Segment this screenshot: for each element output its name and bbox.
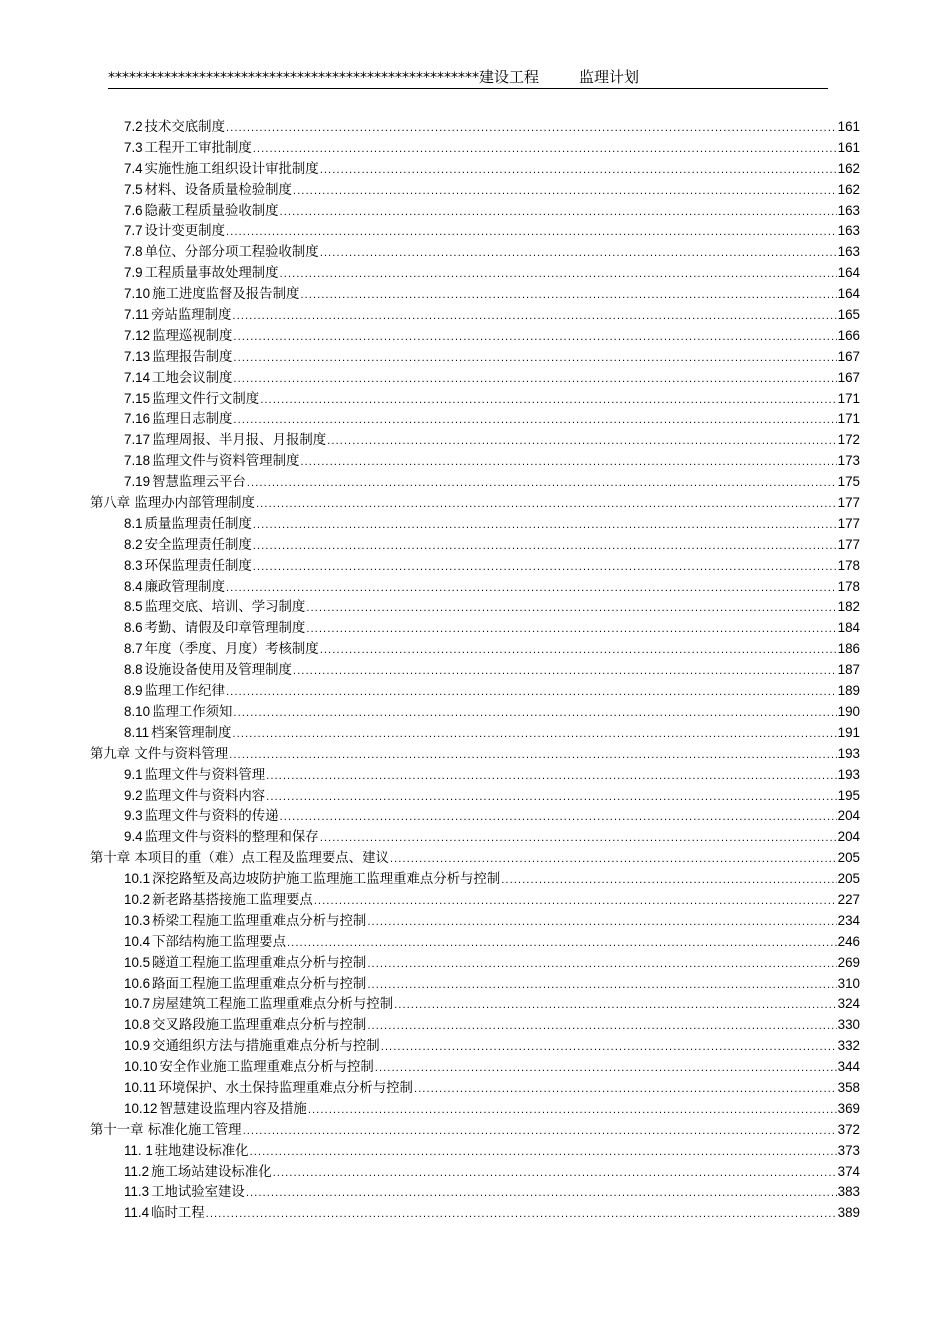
- toc-entry-number: 10.2: [124, 891, 151, 907]
- table-of-contents: [90, 117, 860, 1224]
- toc-entry-title: 隧道工程施工监理重难点分析与控制: [152, 955, 367, 971]
- toc-entry-number: 11.2: [124, 1163, 150, 1179]
- toc-dot-leader: [306, 620, 836, 641]
- toc-section-entry[interactable]: [90, 890, 860, 911]
- toc-dot-leader: [247, 474, 837, 495]
- toc-section-entry[interactable]: [90, 1182, 860, 1203]
- toc-entry-number: 8.8: [124, 662, 143, 678]
- toc-entry-title: 材料、设备质量检验制度: [144, 182, 292, 198]
- toc-entry-page-number: 184: [837, 620, 860, 636]
- toc-entry-page-number: 246: [837, 933, 860, 949]
- toc-entry-title: 工地会议制度: [152, 370, 233, 386]
- toc-section-entry[interactable]: [90, 535, 860, 556]
- toc-entry-page-number: 177: [837, 495, 860, 511]
- toc-entry-title: 监理文件行文制度: [152, 391, 260, 407]
- toc-entry-title: 施工进度监督及报告制度: [152, 287, 300, 303]
- toc-entry-title: 监理工作纪律: [144, 684, 225, 700]
- toc-entry-page-number: 189: [837, 683, 860, 699]
- toc-entry-title: 实施性施工组织设计审批制度: [144, 161, 319, 177]
- toc-entry-title: 隐蔽工程质量验收制度: [144, 203, 279, 219]
- toc-entry-number: 7.2: [124, 119, 143, 134]
- page-header: [108, 66, 828, 89]
- toc-section-entry[interactable]: [90, 305, 860, 326]
- toc-entry-title: 监理巡视制度: [152, 328, 233, 344]
- toc-entry-page-number: 164: [837, 265, 860, 281]
- toc-entry-title: 设计变更制度: [144, 224, 225, 240]
- toc-entry-number: 7.10: [124, 286, 151, 302]
- toc-entry-number: 10.7: [124, 996, 151, 1012]
- toc-entry-page-number: 187: [837, 662, 860, 678]
- toc-section-entry[interactable]: [90, 347, 860, 368]
- toc-entry-title: 监理文件与资料内容: [144, 788, 266, 804]
- toc-section-entry[interactable]: [90, 368, 860, 389]
- toc-section-entry[interactable]: [90, 472, 860, 493]
- toc-section-entry[interactable]: [90, 242, 860, 263]
- toc-section-entry[interactable]: [90, 409, 860, 430]
- toc-entry-number: 7.19: [124, 474, 151, 490]
- toc-entry-page-number: 330: [837, 1017, 860, 1033]
- toc-dot-leader: [233, 704, 836, 725]
- toc-section-entry[interactable]: [90, 1036, 860, 1057]
- toc-entry-number: 8.3: [124, 557, 143, 573]
- toc-dot-leader: [367, 913, 836, 934]
- toc-entry-number: 10.3: [124, 912, 151, 928]
- toc-entry-title: 交通组织方法与措施重难点分析与控制: [152, 1039, 380, 1055]
- toc-entry-title: 技术交底制度: [144, 120, 225, 135]
- toc-dot-leader: [226, 223, 837, 244]
- toc-dot-leader: [229, 746, 836, 767]
- toc-dot-leader: [414, 1080, 837, 1101]
- toc-entry-page-number: 373: [837, 1142, 860, 1158]
- toc-dot-leader: [320, 161, 837, 182]
- toc-section-entry[interactable]: [90, 326, 860, 347]
- toc-entry-title: 深挖路堑及高边坡防护施工监理施工监理重难点分析与控制: [152, 872, 501, 888]
- toc-section-entry[interactable]: [90, 430, 860, 451]
- toc-entry-page-number: 193: [837, 766, 860, 782]
- toc-section-entry[interactable]: [90, 117, 860, 138]
- toc-section-entry[interactable]: [90, 1141, 860, 1162]
- toc-entry-number: 7.13: [124, 348, 151, 364]
- toc-entry-page-number: 204: [837, 808, 860, 824]
- toc-dot-leader: [280, 203, 837, 224]
- toc-entry-page-number: 324: [837, 996, 860, 1012]
- toc-section-entry[interactable]: [90, 702, 860, 723]
- toc-entry-page-number: 344: [837, 1059, 860, 1075]
- toc-dot-leader: [266, 788, 837, 809]
- header-project: 建设工程: [479, 68, 540, 86]
- toc-entry-page-number: 383: [837, 1184, 860, 1200]
- toc-chapter-entry[interactable]: [90, 493, 860, 514]
- toc-entry-page-number: 166: [837, 327, 860, 343]
- toc-section-entry[interactable]: [90, 263, 860, 284]
- toc-section-entry[interactable]: [90, 514, 860, 535]
- toc-entry-number: 11.3: [124, 1184, 150, 1200]
- toc-section-entry[interactable]: [90, 1015, 860, 1036]
- toc-section-entry[interactable]: [90, 660, 860, 681]
- toc-entry-page-number: 177: [837, 515, 860, 531]
- toc-section-entry[interactable]: [90, 932, 860, 953]
- toc-entry-title: 下部结构施工监理要点: [152, 934, 286, 950]
- toc-dot-leader: [287, 934, 837, 955]
- toc-entry-page-number: 195: [837, 787, 860, 803]
- toc-dot-leader: [243, 1122, 837, 1143]
- toc-entry-title: 设施设备使用及管理制度: [144, 663, 292, 679]
- toc-entry-number: 10.12: [124, 1100, 158, 1116]
- toc-entry-number: 11. 1: [124, 1142, 153, 1158]
- toc-dot-leader: [253, 516, 837, 537]
- toc-entry-page-number: 173: [837, 453, 860, 469]
- toc-entry-page-number: 171: [837, 390, 860, 406]
- toc-entry-title: 工程质量事故处理制度: [144, 266, 279, 282]
- toc-entry-title: 桥梁工程施工监理重难点分析与控制: [152, 913, 367, 929]
- toc-entry-number: 7.4: [124, 160, 143, 176]
- toc-entry-title: 智慧建设监理内容及措施: [159, 1101, 307, 1117]
- toc-dot-leader: [253, 537, 837, 558]
- toc-dot-leader: [320, 244, 837, 265]
- toc-dot-leader: [320, 829, 837, 850]
- toc-entry-title: 环保监理责任制度: [144, 558, 252, 574]
- toc-entry-number: 10.6: [124, 975, 151, 991]
- toc-entry-page-number: 269: [837, 954, 860, 970]
- toc-entry-page-number: 161: [837, 119, 860, 134]
- toc-entry-title: 驻地建设标准化: [154, 1143, 249, 1159]
- toc-entry-page-number: 171: [837, 411, 860, 427]
- toc-dot-leader: [232, 725, 836, 746]
- toc-section-entry[interactable]: [90, 1162, 860, 1183]
- toc-entry-page-number: 191: [837, 724, 860, 740]
- toc-entry-number: 7.6: [124, 202, 143, 218]
- toc-entry-title: 安全作业施工监理重难点分析与控制: [159, 1060, 374, 1076]
- toc-dot-leader: [233, 349, 836, 370]
- toc-entry-number: 7.9: [124, 265, 143, 281]
- toc-dot-leader: [232, 307, 836, 328]
- toc-section-entry[interactable]: [90, 577, 860, 598]
- toc-entry-title: 工地试验室建设: [151, 1185, 245, 1201]
- toc-entry-page-number: 234: [837, 912, 860, 928]
- toc-dot-leader: [314, 892, 837, 913]
- toc-dot-leader: [253, 140, 837, 161]
- toc-dot-leader: [390, 850, 837, 871]
- toc-dot-leader: [320, 641, 837, 662]
- toc-entry-number: 7.15: [124, 390, 151, 406]
- toc-entry-title: 质量监理责任制度: [144, 516, 252, 532]
- toc-section-entry[interactable]: [90, 180, 860, 201]
- toc-entry-title: 安全监理责任制度: [144, 537, 252, 553]
- toc-dot-leader: [256, 495, 837, 516]
- toc-entry-number: 7.5: [124, 181, 143, 197]
- toc-section-entry[interactable]: [90, 911, 860, 932]
- toc-entry-title: 监理文件与资料的传递: [144, 809, 279, 825]
- toc-section-entry[interactable]: [90, 284, 860, 305]
- toc-dot-leader: [367, 1017, 836, 1038]
- toc-section-entry[interactable]: [90, 201, 860, 222]
- toc-dot-leader: [308, 1101, 837, 1122]
- toc-dot-leader: [293, 662, 837, 683]
- toc-entry-title: 路面工程施工监理重难点分析与控制: [152, 976, 367, 992]
- toc-entry-number: 7.18: [124, 453, 151, 469]
- toc-entry-title: 监理工作须知: [152, 704, 233, 720]
- toc-entry-number: 7.3: [124, 139, 143, 155]
- toc-entry-title: 监理日志制度: [152, 412, 233, 428]
- toc-entry-title: 智慧监理云平台: [152, 475, 246, 491]
- toc-dot-leader: [375, 1059, 837, 1080]
- toc-chapter-entry[interactable]: [90, 744, 860, 765]
- toc-entry-number: 10.8: [124, 1017, 151, 1033]
- toc-dot-leader: [226, 119, 837, 140]
- toc-section-entry[interactable]: [90, 994, 860, 1015]
- toc-entry-title: 档案管理制度: [151, 725, 232, 741]
- toc-entry-number: 8.2: [124, 536, 143, 552]
- toc-entry-page-number: 163: [837, 223, 860, 239]
- toc-entry-page-number: 369: [837, 1100, 860, 1116]
- toc-section-entry[interactable]: [90, 1078, 860, 1099]
- toc-dot-leader: [233, 370, 836, 391]
- toc-entry-number: 8.9: [124, 683, 143, 699]
- toc-entry-number: 7.8: [124, 244, 143, 260]
- toc-dot-leader: [280, 808, 837, 829]
- toc-entry-page-number: 310: [837, 975, 860, 991]
- toc-entry-title: 环境保护、水土保持监理重难点分析与控制: [158, 1080, 413, 1096]
- toc-entry-title: 旁站监理制度: [151, 308, 232, 324]
- toc-entry-number: 10.1: [124, 871, 151, 887]
- toc-entry-page-number: 332: [837, 1038, 860, 1054]
- toc-entry-title: 施工场站建设标准化: [151, 1164, 272, 1180]
- toc-entry-title: 交叉路段施工监理重难点分析与控制: [152, 1018, 367, 1034]
- toc-entry-title: 新老路基搭接施工监理要点: [152, 892, 313, 908]
- toc-section-entry[interactable]: [90, 786, 860, 807]
- toc-section-entry[interactable]: [90, 221, 860, 242]
- toc-dot-leader: [327, 432, 837, 453]
- toc-dot-leader: [233, 328, 836, 349]
- toc-entry-title: 监理文件与资料管理制度: [152, 454, 300, 470]
- toc-entry-number: 9.4: [124, 829, 143, 845]
- toc-dot-leader: [306, 599, 836, 620]
- toc-dot-leader: [246, 1184, 837, 1205]
- toc-entry-page-number: 178: [837, 557, 860, 573]
- toc-entry-title: 工程开工审批制度: [144, 140, 252, 156]
- toc-entry-page-number: 182: [837, 599, 860, 615]
- toc-entry-number: 7.12: [124, 327, 151, 343]
- header-stars: *****************************************************: [108, 70, 479, 86]
- toc-entry-title: 第九章 文件与资料管理: [90, 746, 229, 762]
- toc-dot-leader: [381, 1038, 837, 1059]
- toc-dot-leader: [260, 391, 836, 412]
- toc-dot-leader: [226, 579, 837, 600]
- toc-section-entry[interactable]: [90, 827, 860, 848]
- toc-entry-title: 第十章 本项目的重（难）点工程及监理要点、建议: [90, 851, 389, 867]
- toc-section-entry[interactable]: [90, 681, 860, 702]
- toc-entry-title: 年度（季度、月度）考核制度: [144, 642, 319, 658]
- toc-dot-leader: [300, 286, 836, 307]
- toc-entry-title: 考勤、请假及印章管理制度: [144, 621, 306, 637]
- toc-section-entry[interactable]: [90, 974, 860, 995]
- toc-section-entry[interactable]: [90, 723, 860, 744]
- toc-dot-leader: [501, 871, 836, 892]
- toc-entry-number: 8.1: [124, 515, 143, 531]
- toc-entry-page-number: 165: [837, 307, 860, 323]
- toc-chapter-entry[interactable]: [90, 1120, 860, 1141]
- toc-entry-page-number: 372: [837, 1121, 860, 1137]
- toc-dot-leader: [226, 683, 837, 704]
- toc-section-entry[interactable]: [90, 953, 860, 974]
- toc-entry-page-number: 163: [837, 244, 860, 260]
- toc-entry-title: 监理周报、半月报、月报制度: [152, 433, 327, 449]
- toc-entry-number: 7.14: [124, 369, 151, 385]
- toc-section-entry[interactable]: [90, 556, 860, 577]
- toc-entry-number: 11.4: [124, 1205, 150, 1221]
- toc-entry-page-number: 177: [837, 536, 860, 552]
- toc-entry-number: 7.7: [124, 223, 143, 239]
- toc-entry-page-number: 162: [837, 181, 860, 197]
- toc-section-entry[interactable]: [90, 806, 860, 827]
- toc-entry-page-number: 204: [837, 829, 860, 845]
- toc-entry-page-number: 190: [837, 703, 860, 719]
- toc-dot-leader: [273, 1164, 837, 1185]
- toc-dot-leader: [253, 558, 837, 579]
- toc-entry-page-number: 167: [837, 348, 860, 364]
- toc-entry-number: 8.5: [124, 599, 143, 615]
- toc-dot-leader: [367, 976, 836, 997]
- toc-entry-number: 10.11: [124, 1079, 157, 1095]
- toc-entry-page-number: 389: [837, 1205, 860, 1221]
- toc-entry-title: 临时工程: [151, 1206, 205, 1222]
- toc-entry-title: 监理文件与资料管理: [144, 767, 266, 783]
- toc-dot-leader: [250, 1143, 837, 1164]
- toc-entry-page-number: 186: [837, 641, 860, 657]
- toc-dot-leader: [280, 265, 837, 286]
- toc-entry-page-number: 161: [837, 139, 860, 155]
- toc-section-entry[interactable]: [90, 869, 860, 890]
- toc-section-entry[interactable]: [90, 597, 860, 618]
- toc-entry-title: 监理文件与资料的整理和保存: [144, 830, 319, 846]
- toc-section-entry[interactable]: [90, 138, 860, 159]
- toc-entry-number: 10.9: [124, 1038, 151, 1054]
- toc-entry-number: 10.5: [124, 954, 151, 970]
- toc-entry-number: 8.6: [124, 620, 143, 636]
- toc-entry-number: 9.1: [124, 766, 143, 782]
- toc-section-entry[interactable]: [90, 389, 860, 410]
- toc-entry-page-number: 167: [837, 369, 860, 385]
- toc-section-entry[interactable]: [90, 618, 860, 639]
- toc-entry-page-number: 358: [837, 1079, 860, 1095]
- toc-dot-leader: [206, 1205, 837, 1226]
- toc-entry-title: 第八章 监理办内部管理制度: [90, 496, 255, 512]
- header-doc-type: 监理计划: [579, 68, 640, 86]
- toc-entry-page-number: 227: [837, 891, 860, 907]
- toc-dot-leader: [293, 182, 837, 203]
- toc-entry-page-number: 205: [837, 871, 860, 887]
- toc-entry-number: 9.3: [124, 808, 143, 824]
- toc-dot-leader: [300, 453, 836, 474]
- toc-entry-page-number: 178: [837, 578, 860, 594]
- toc-entry-title: 第十一章 标准化施工管理: [90, 1122, 242, 1138]
- toc-entry-number: 9.2: [124, 787, 143, 803]
- toc-section-entry[interactable]: [90, 451, 860, 472]
- toc-entry-number: 10.4: [124, 933, 151, 949]
- toc-entry-number: 7.11: [124, 307, 150, 323]
- toc-entry-page-number: 163: [837, 202, 860, 218]
- toc-dot-leader: [266, 767, 837, 788]
- toc-entry-number: 7.16: [124, 411, 151, 427]
- toc-entry-page-number: 374: [837, 1163, 860, 1179]
- toc-entry-title: 廉政管理制度: [144, 579, 225, 595]
- toc-entry-number: 8.4: [124, 578, 143, 594]
- toc-section-entry[interactable]: [90, 1057, 860, 1078]
- toc-entry-title: 单位、分部分项工程验收制度: [144, 245, 319, 261]
- toc-section-entry[interactable]: [90, 1203, 860, 1224]
- toc-entry-number: 8.11: [124, 724, 150, 740]
- toc-entry-page-number: 205: [837, 850, 860, 866]
- toc-section-entry[interactable]: [90, 639, 860, 660]
- toc-entry-number: 7.17: [124, 432, 151, 448]
- toc-entry-page-number: 172: [837, 432, 860, 448]
- toc-entry-title: 监理报告制度: [152, 349, 233, 365]
- toc-entry-page-number: 164: [837, 286, 860, 302]
- toc-entry-number: 10.10: [124, 1059, 158, 1075]
- toc-entry-page-number: 193: [837, 745, 860, 761]
- toc-section-entry[interactable]: [90, 159, 860, 180]
- toc-chapter-entry[interactable]: [90, 848, 860, 869]
- toc-entry-number: 8.7: [124, 641, 143, 657]
- toc-entry-title: 监理交底、培训、学习制度: [144, 600, 306, 616]
- toc-dot-leader: [367, 955, 836, 976]
- toc-entry-title: 房屋建筑工程施工监理重难点分析与控制: [152, 997, 394, 1013]
- toc-section-entry[interactable]: [90, 765, 860, 786]
- toc-entry-number: 8.10: [124, 703, 151, 719]
- toc-entry-page-number: 162: [837, 160, 860, 176]
- toc-section-entry[interactable]: [90, 1099, 860, 1120]
- toc-dot-leader: [394, 996, 837, 1017]
- toc-entry-page-number: 175: [837, 474, 860, 490]
- toc-dot-leader: [233, 411, 836, 432]
